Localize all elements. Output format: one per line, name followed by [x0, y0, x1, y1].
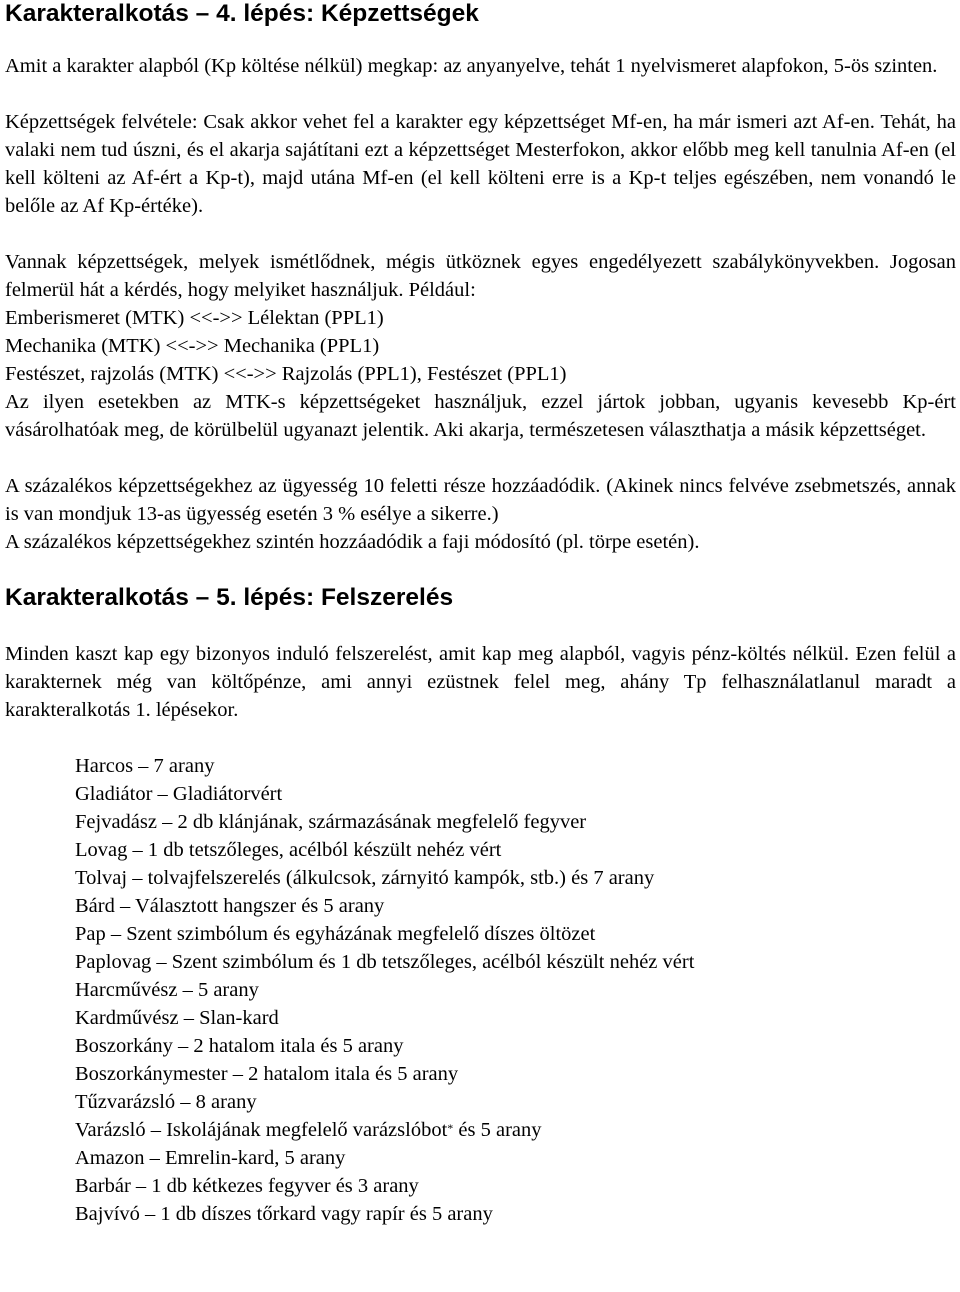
list-item: Barbár – 1 db kétkezes fegyver és 3 arany [75, 1175, 419, 1197]
mtk-preference-paragraph: Az ilyen esetekben az MTK-s képzettségeket használjuk, ezzel jártok jobban, ugyanis kevesebb Kp-ért vásárolhatóak meg, de körülbelül ugyanazt jelentik. Aki akarja, természetesen választhatja a másik képzettséget. [5, 391, 956, 441]
equipment-intro-paragraph: Minden kaszt kap egy bizonyos induló felszerelést, amit kap meg alapból, vagyis pénz-költés nélkül. Ezen felül a karakternek még van költőpénze, ami annyi ezüstnek felel meg, ahány Tp felhasználatlanul maradt a karakteralkotás 1. lépésekor. [5, 643, 956, 721]
list-item [75, 1116, 956, 1144]
example-line: Mechanika (MTK) <<->> Mechanika (PPL1) [5, 335, 380, 357]
spacer [5, 612, 956, 640]
list-item: Harcművész – 5 arany [75, 979, 259, 1001]
list-item: Fejvadász – 2 db klánjának, származásának megfelelő fegyver [75, 811, 587, 833]
spacer [5, 556, 956, 584]
list-item: Lovag – 1 db tetszőleges, acélból készült nehéz vért [75, 839, 502, 861]
list-item: Paplovag – Szent szimbólum és 1 db tetszőleges, acélból készült nehéz vért [75, 951, 695, 973]
list-item-text: Varázsló – Iskolájának megfelelő varázslóbot [75, 1119, 448, 1141]
class-equipment-list [5, 752, 956, 1228]
percentage-skills-paragraph: A százalékos képzettségekhez az ügyesség 10 feletti része hozzáadódik. (Akinek nincs felvéve zsebmetszés, annak is van mondjuk 13-as ügyesség esetén 3 % esélye a sikerre.) [5, 475, 956, 525]
skill-acquisition-paragraph: Képzettségek felvétele: Csak akkor vehet fel a karakter egy képzettséget Mf-en, ha már ismeri azt Af-en. Tehát, ha valaki nem tud úszni, és el akarja sajátítani ezt a képzettséget Mesterfokon, akkor előbb meg kell tanulnia Af-en (el kell költeni az Af-ért a Kp-t), majd utána Mf-en (el kell költeni erre is a Kp-t teljes egészében, nem vonandó le belőle az Af Kp-értéke). [5, 111, 956, 217]
conflicting-skills-paragraph: Vannak képzettségek, melyek ismétlődnek, mégis ütköznek egyes engedélyezett szabálykönyvekben. Jogosan felmerül hát a kérdés, hogy melyiket használjuk. Például: [5, 251, 956, 301]
list-item: Boszorkány – 2 hatalom itala és 5 arany [75, 1035, 404, 1057]
list-item: Pap – Szent szimbólum és egyházának megfelelő díszes öltözet [75, 923, 596, 945]
spacer [5, 80, 956, 108]
spacer [5, 444, 956, 472]
spacer [5, 220, 956, 248]
section-5-heading: Karakteralkotás – 5. lépés: Felszerelés [5, 584, 454, 611]
list-item: Bárd – Választott hangszer és 5 arany [75, 895, 385, 917]
spacer [5, 28, 956, 52]
spacer [5, 724, 956, 752]
example-line: Emberismeret (MTK) <<->> Lélektan (PPL1) [5, 307, 384, 329]
footnote-marker: * [447, 1121, 454, 1135]
list-item: Amazon – Emrelin-kard, 5 arany [75, 1147, 346, 1169]
list-item-text: és 5 arany [453, 1119, 542, 1141]
list-item: Gladiátor – Gladiátorvért [75, 783, 283, 805]
list-item: Harcos – 7 arany [75, 755, 215, 777]
list-item: Tolvaj – tolvajfelszerelés (álkulcsok, zárnyitó kampók, stb.) és 7 arany [75, 867, 655, 889]
innate-skills-paragraph: Amit a karakter alapból (Kp költése nélkül) megkap: az anyanyelve, tehát 1 nyelvismeret alapfokon, 5-ös szinten. [5, 55, 938, 77]
list-item: Kardművész – Slan-kard [75, 1007, 279, 1029]
section-4-heading: Karakteralkotás – 4. lépés: Képzettségek [5, 0, 479, 27]
example-line: Festészet, rajzolás (MTK) <<->> Rajzolás (PPL1), Festészet (PPL1) [5, 363, 567, 385]
racial-modifier-paragraph: A százalékos képzettségekhez szintén hozzáadódik a faji módosító (pl. törpe esetén). [5, 531, 700, 553]
list-item: Bajvívó – 1 db díszes tőrkard vagy rapír és 5 arany [75, 1203, 493, 1225]
document-page [5, 0, 956, 1228]
list-item: Boszorkánymester – 2 hatalom itala és 5 arany [75, 1063, 459, 1085]
list-item: Tűzvarázsló – 8 arany [75, 1091, 257, 1113]
